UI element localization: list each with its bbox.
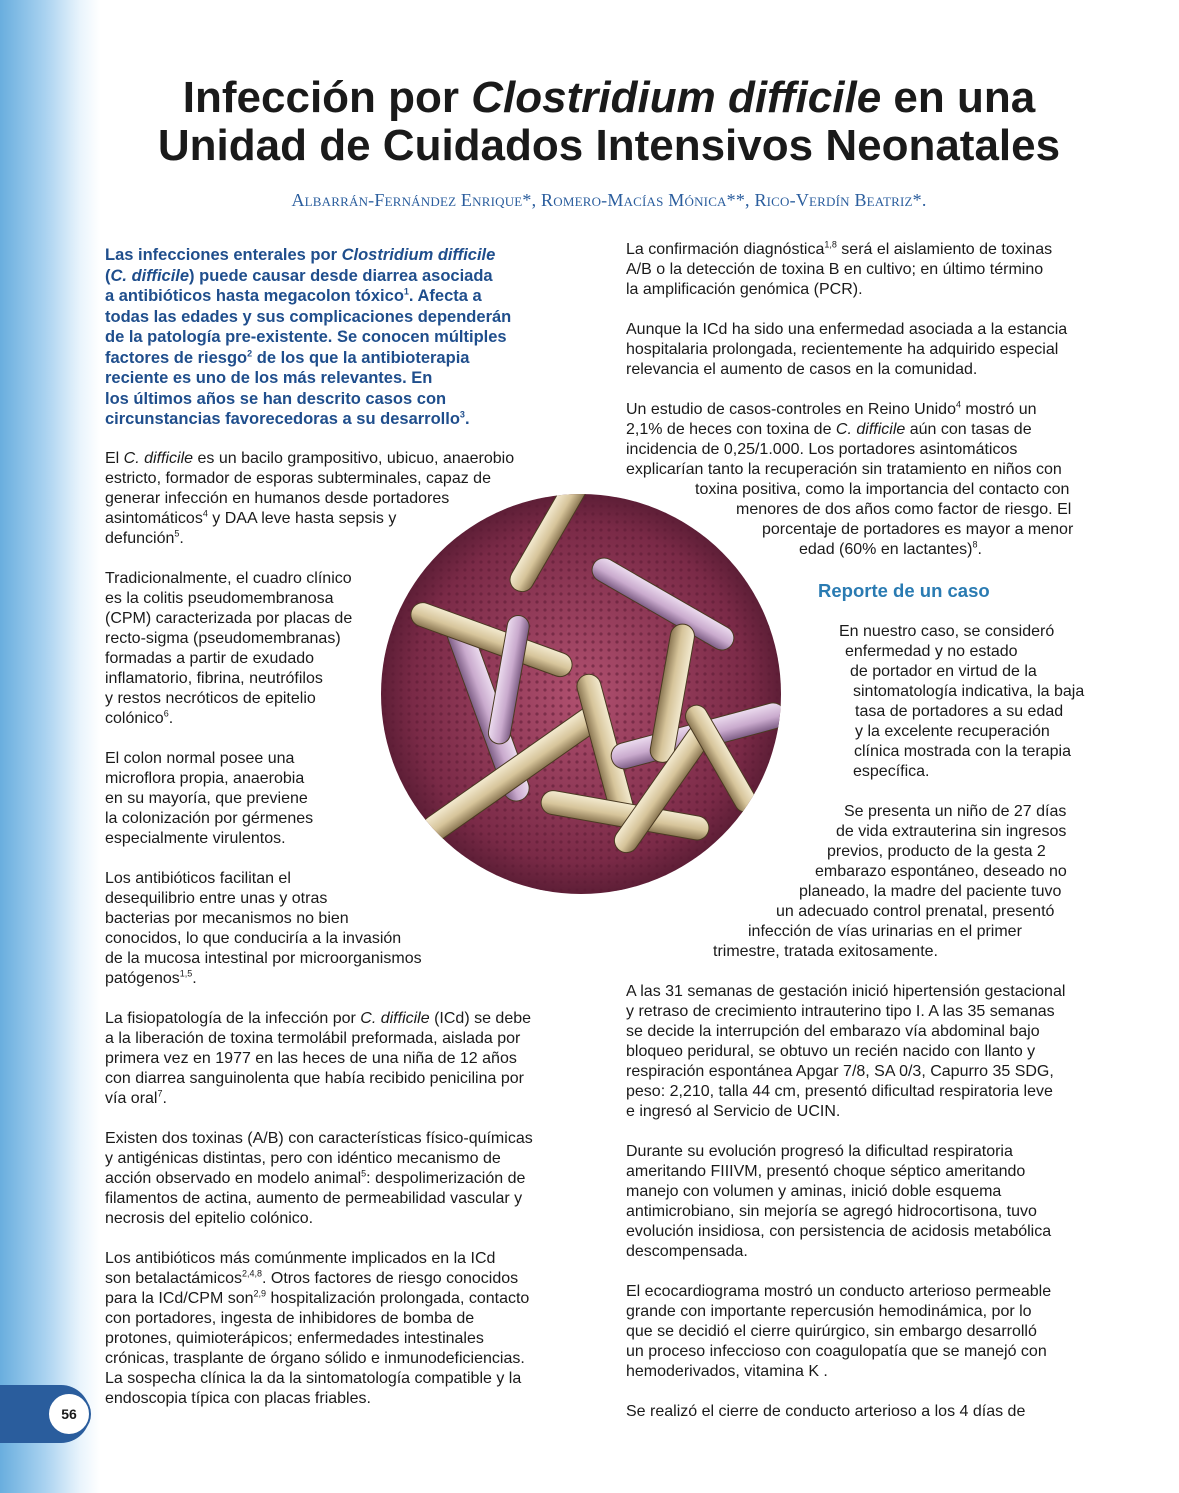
title-line2: Unidad de Cuidados Intensivos Neonatales	[157, 121, 1061, 170]
paragraph-pregnancy: A las 31 semanas de gestación inició hipertensión gestacional y retraso de crecimiento intrauterino tipo I. A las 35 semanas se decide la interrupción del embarazo vía abdominal bajo bloqueo peridural, se obtuvo un recién nacido con llanto y respiración espontánea Apgar 7/8, SA 0/3, Capurro 35 SDG, peso: 2,210, talla 44 cm, presentó dificultad respiratoria leve e ingresó al Servicio de UCIN.	[626, 983, 1066, 1120]
paragraph-surgery: Se realizó el cierre de conducto arterioso a los 4 días de	[626, 1403, 1026, 1420]
bacteria-micrograph	[381, 494, 781, 894]
bacteria-illustration	[381, 494, 781, 894]
side-gradient-bar	[0, 0, 100, 1493]
paragraph-echocardiogram: El ecocardiograma mostró un conducto arterioso permeable grande con importante repercusión hemodinámica, por lo que se decidió el cierre quirúrgico, sin embargo desarrolló un proceso infeccioso con coagulopatía que se manejó con hemoderivados, vitamina K .	[626, 1283, 1052, 1380]
paragraph-toxins: Existen dos toxinas (A/B) con características físico-químicas y antigénicas distintas, pero con idéntico mecanismo de acción observado en modelo animal$^5$: despolimerización de filamentos de actina, aumento de permeabilidad vascular y necrosis del epitelio colónico.	[105, 1130, 533, 1227]
paragraph-pathophysiology: La fisiopatología de la infección por C. difficile (ICd) se debe a la liberación de toxina termolábil preformada, aislada por primera vez en 1977 en las heces de una niña de 12 años con diarrea sanguinolenta que había recibido penicilina por vía oral$^7$.	[105, 1010, 532, 1107]
paragraph-patient: Se presenta un niño de 27 días de vida extrauterina sin ingresos previos, producto de la gesta 2 embarazo espontáneo, deseado no planeado, la madre del paciente tuvo un adecuado control prenatal, presentó infección de vías urinarias en el primer trimestre, tratada exitosamente.	[713, 803, 1067, 960]
paragraph-risk-factors: Los antibióticos más comúnmente implicados en la ICd son betalactámicos$^{2,4,8}$. Otros factores de riesgo conocidos para la ICd/CPM son$^{2,9}$ hospitalización prolongada, contacto con portadores, ingesta de inhibidores de bomba de protones, quimioterápicos; enfermedades intestinales crónicas, trasplante de órgano sólido e inmunodeficiencias. La sospecha clínica la da la sintomatología compatible y la endoscopia típica con placas friables.	[105, 1250, 530, 1407]
paragraph-community: Aunque la ICd ha sido una enfermedad asociada a la estancia hospitalaria prolongada, recientemente ha adquirido especial relevancia el aumento de casos en la comunidad.	[626, 321, 1068, 378]
page-number: 56	[47, 1392, 91, 1436]
title-part1: Infección por	[182, 73, 472, 122]
paragraph-antibiotics: Los antibióticos facilitan el desequilibrio entre unas y otras bacterias por mecanismos no bien conocidos, lo que conduciría a la invasión de la mucosa intestinal por microorganismos patógenos$^{1,5}$.	[105, 870, 422, 987]
paragraph-case-intro: En nuestro caso, se consideró enfermedad y no estado de portador en virtud de la sintomatología indicativa, la baja tasa de portadores a su edad y la excelente recuperación clínica mostrada con la terapia específica.	[839, 623, 1085, 780]
paragraph-diagnosis: La confirmación diagnóstica$^{1,8}$ será el aislamiento de toxinas A/B o la detección de toxina B en cultivo; en último término la amplificación genómica (PCR).	[626, 239, 1053, 298]
title-part2: en una	[881, 73, 1036, 122]
paragraph-evolution: Durante su evolución progresó la dificultad respiratoria ameritando FIIIVM, presentó choque séptico ameritando manejo con volumen y aminas, inició doble esquema antimicrobiano, sin mejoría se agregó hidrocortisona, tuvo evolución insidiosa, con persistencia de acidosis metabólica descompensada.	[626, 1143, 1052, 1260]
title-italic: Clostridium difficile	[471, 73, 882, 122]
paragraph-definition: El C. difficile es un bacilo grampositivo, ubicuo, anaerobio estricto, formador de esporas subterminales, capaz de generar infección en humanos desde portadores asintomáticos$^4$ y DAA leve hasta sepsis y defunción$^5$.	[105, 450, 515, 547]
article-title	[100, 74, 1118, 170]
right-column-top	[626, 240, 1118, 580]
authors: Albarrán-Fernández Enrique*, Romero-Macías Mónica**, Rico-Verdín Beatriz*.	[291, 190, 927, 210]
paragraph-clinical: Tradicionalmente, el cuadro clínico es la colitis pseudomembranosa (CPM) caracterizada por placas de recto-sigma (pseudomembranas) formadas a partir de exudado inflamatorio, fibrina, neutrófilos y restos necróticos de epitelio colónico$^6$.	[105, 570, 353, 727]
section-title-case-report: Reporte de un caso	[818, 580, 990, 601]
paragraph-study: Un estudio de casos-controles en Reino Unido$^4$ mostró un 2,1% de heces con toxina de C. difficile aún con tasas de incidencia de 0,25/1.000. Los portadores asintomáticos explicarían tanto la recuperación sin tratamiento en niños con toxina positiva, como la importancia del contacto con menores de dos años como factor de riesgo. El porcentaje de portadores es mayor a menor edad (60% en lactantes)$^8$.	[626, 399, 1074, 558]
paragraph-microflora: El colon normal posee una microflora propia, anaerobia en su mayoría, que previene la colonización por gérmenes especialmente virulentos.	[105, 750, 314, 847]
intro-paragraph: Las infecciones enterales por Clostridium difficile (C. difficile) puede causar desde diarrea asociada a antibióticos hasta megacolon tóxico$^1$. Afecta a todas las edades y sus complicaciones dependerán de la patología pre-existente. Se conocen múltiples factores de riesgo$^2$ de los que la antibioterapia reciente es uno de los más relevantes. En los últimos años se han descrito casos con circunstancias favorecedoras a su desarrollo$^3$.	[105, 246, 512, 428]
